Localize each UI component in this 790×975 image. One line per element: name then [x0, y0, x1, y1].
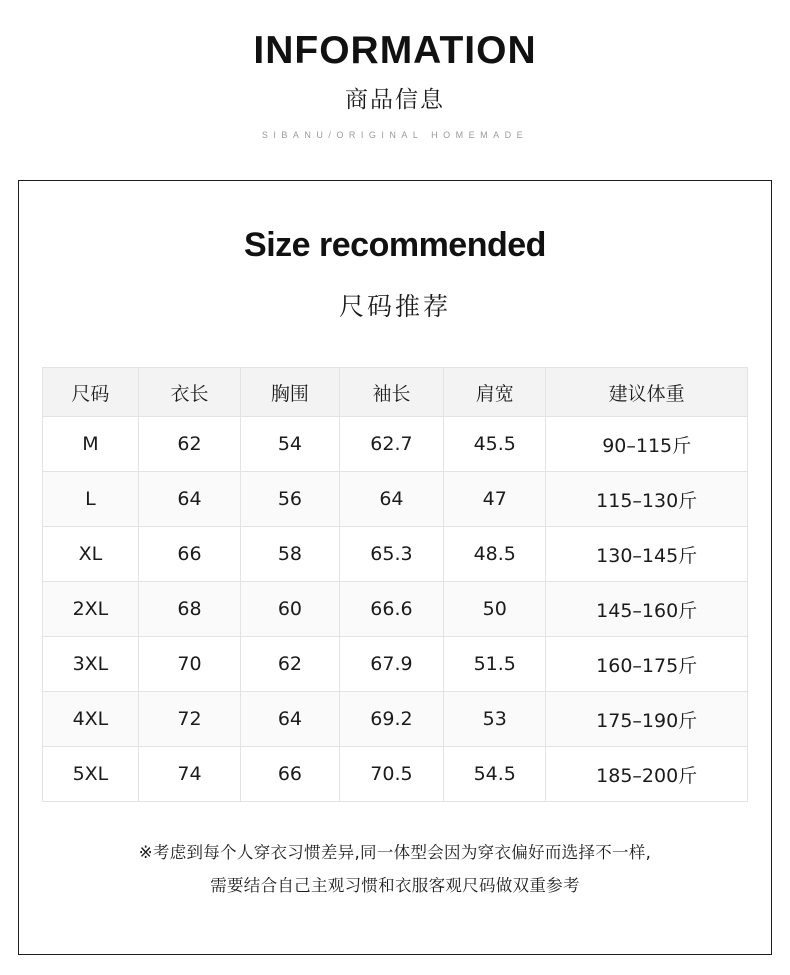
cell-sleeve: 67.9 — [339, 637, 443, 692]
page-subtitle: 商品信息 — [345, 86, 445, 113]
cell-length: 72 — [138, 692, 240, 747]
cell-shoulder: 53 — [444, 692, 546, 747]
size-table-body — [43, 417, 748, 802]
table-row — [43, 637, 748, 692]
cell-sleeve: 64 — [339, 472, 443, 527]
cell-shoulder: 45.5 — [444, 417, 546, 472]
size-note — [59, 836, 731, 902]
page-title: INFORMATION — [253, 29, 537, 72]
cell-length: 64 — [138, 472, 240, 527]
size-table-head — [43, 368, 748, 417]
cell-sleeve: 66.6 — [339, 582, 443, 637]
size-note-line-2: 需要结合自己主观习惯和衣服客观尺码做双重参考 — [210, 876, 580, 895]
cell-weight: 160–175斤 — [546, 637, 748, 692]
cell-size: L — [43, 472, 139, 527]
cell-length: 66 — [138, 527, 240, 582]
table-row — [43, 747, 748, 802]
cell-sleeve: 65.3 — [339, 527, 443, 582]
cell-chest: 60 — [241, 582, 340, 637]
cell-shoulder: 50 — [444, 582, 546, 637]
cell-shoulder: 51.5 — [444, 637, 546, 692]
table-row — [43, 417, 748, 472]
cell-chest: 56 — [241, 472, 340, 527]
cell-size: 2XL — [43, 582, 139, 637]
column-header-size: 尺码 — [43, 368, 139, 417]
cell-weight: 115–130斤 — [546, 472, 748, 527]
table-row — [43, 582, 748, 637]
cell-weight: 145–160斤 — [546, 582, 748, 637]
table-row — [43, 527, 748, 582]
table-row — [43, 692, 748, 747]
brand-tagline: SIBANU/ORIGINAL HOMEMADE — [261, 129, 529, 140]
cell-weight: 185–200斤 — [546, 747, 748, 802]
size-section-title: Size recommended — [244, 226, 546, 264]
cell-size: 3XL — [43, 637, 139, 692]
cell-shoulder: 48.5 — [444, 527, 546, 582]
column-header-weight: 建议体重 — [546, 368, 748, 417]
size-table-container — [42, 367, 748, 802]
cell-chest: 58 — [241, 527, 340, 582]
cell-chest: 54 — [241, 417, 340, 472]
size-section-subtitle: 尺码推荐 — [338, 292, 451, 321]
column-header-sleeve: 袖长 — [339, 368, 443, 417]
cell-chest: 66 — [241, 747, 340, 802]
cell-sleeve: 70.5 — [339, 747, 443, 802]
cell-shoulder: 47 — [444, 472, 546, 527]
table-row — [43, 472, 748, 527]
cell-length: 62 — [138, 417, 240, 472]
page-header — [0, 0, 790, 140]
cell-length: 70 — [138, 637, 240, 692]
column-header-shoulder: 肩宽 — [444, 368, 546, 417]
size-table — [42, 367, 748, 802]
cell-size: M — [43, 417, 139, 472]
size-note-line-1: ※考虑到每个人穿衣习惯差异,同一体型会因为穿衣偏好而选择不一样, — [138, 843, 652, 862]
cell-sleeve: 62.7 — [339, 417, 443, 472]
cell-shoulder: 54.5 — [444, 747, 546, 802]
column-header-length: 衣长 — [138, 368, 240, 417]
cell-weight: 90–115斤 — [546, 417, 748, 472]
cell-weight: 175–190斤 — [546, 692, 748, 747]
cell-length: 74 — [138, 747, 240, 802]
cell-size: 4XL — [43, 692, 139, 747]
cell-weight: 130–145斤 — [546, 527, 748, 582]
cell-size: 5XL — [43, 747, 139, 802]
cell-length: 68 — [138, 582, 240, 637]
cell-sleeve: 69.2 — [339, 692, 443, 747]
table-header-row — [43, 368, 748, 417]
cell-size: XL — [43, 527, 139, 582]
cell-chest: 62 — [241, 637, 340, 692]
cell-chest: 64 — [241, 692, 340, 747]
column-header-chest: 胸围 — [241, 368, 340, 417]
size-recommendation-panel — [18, 180, 772, 955]
